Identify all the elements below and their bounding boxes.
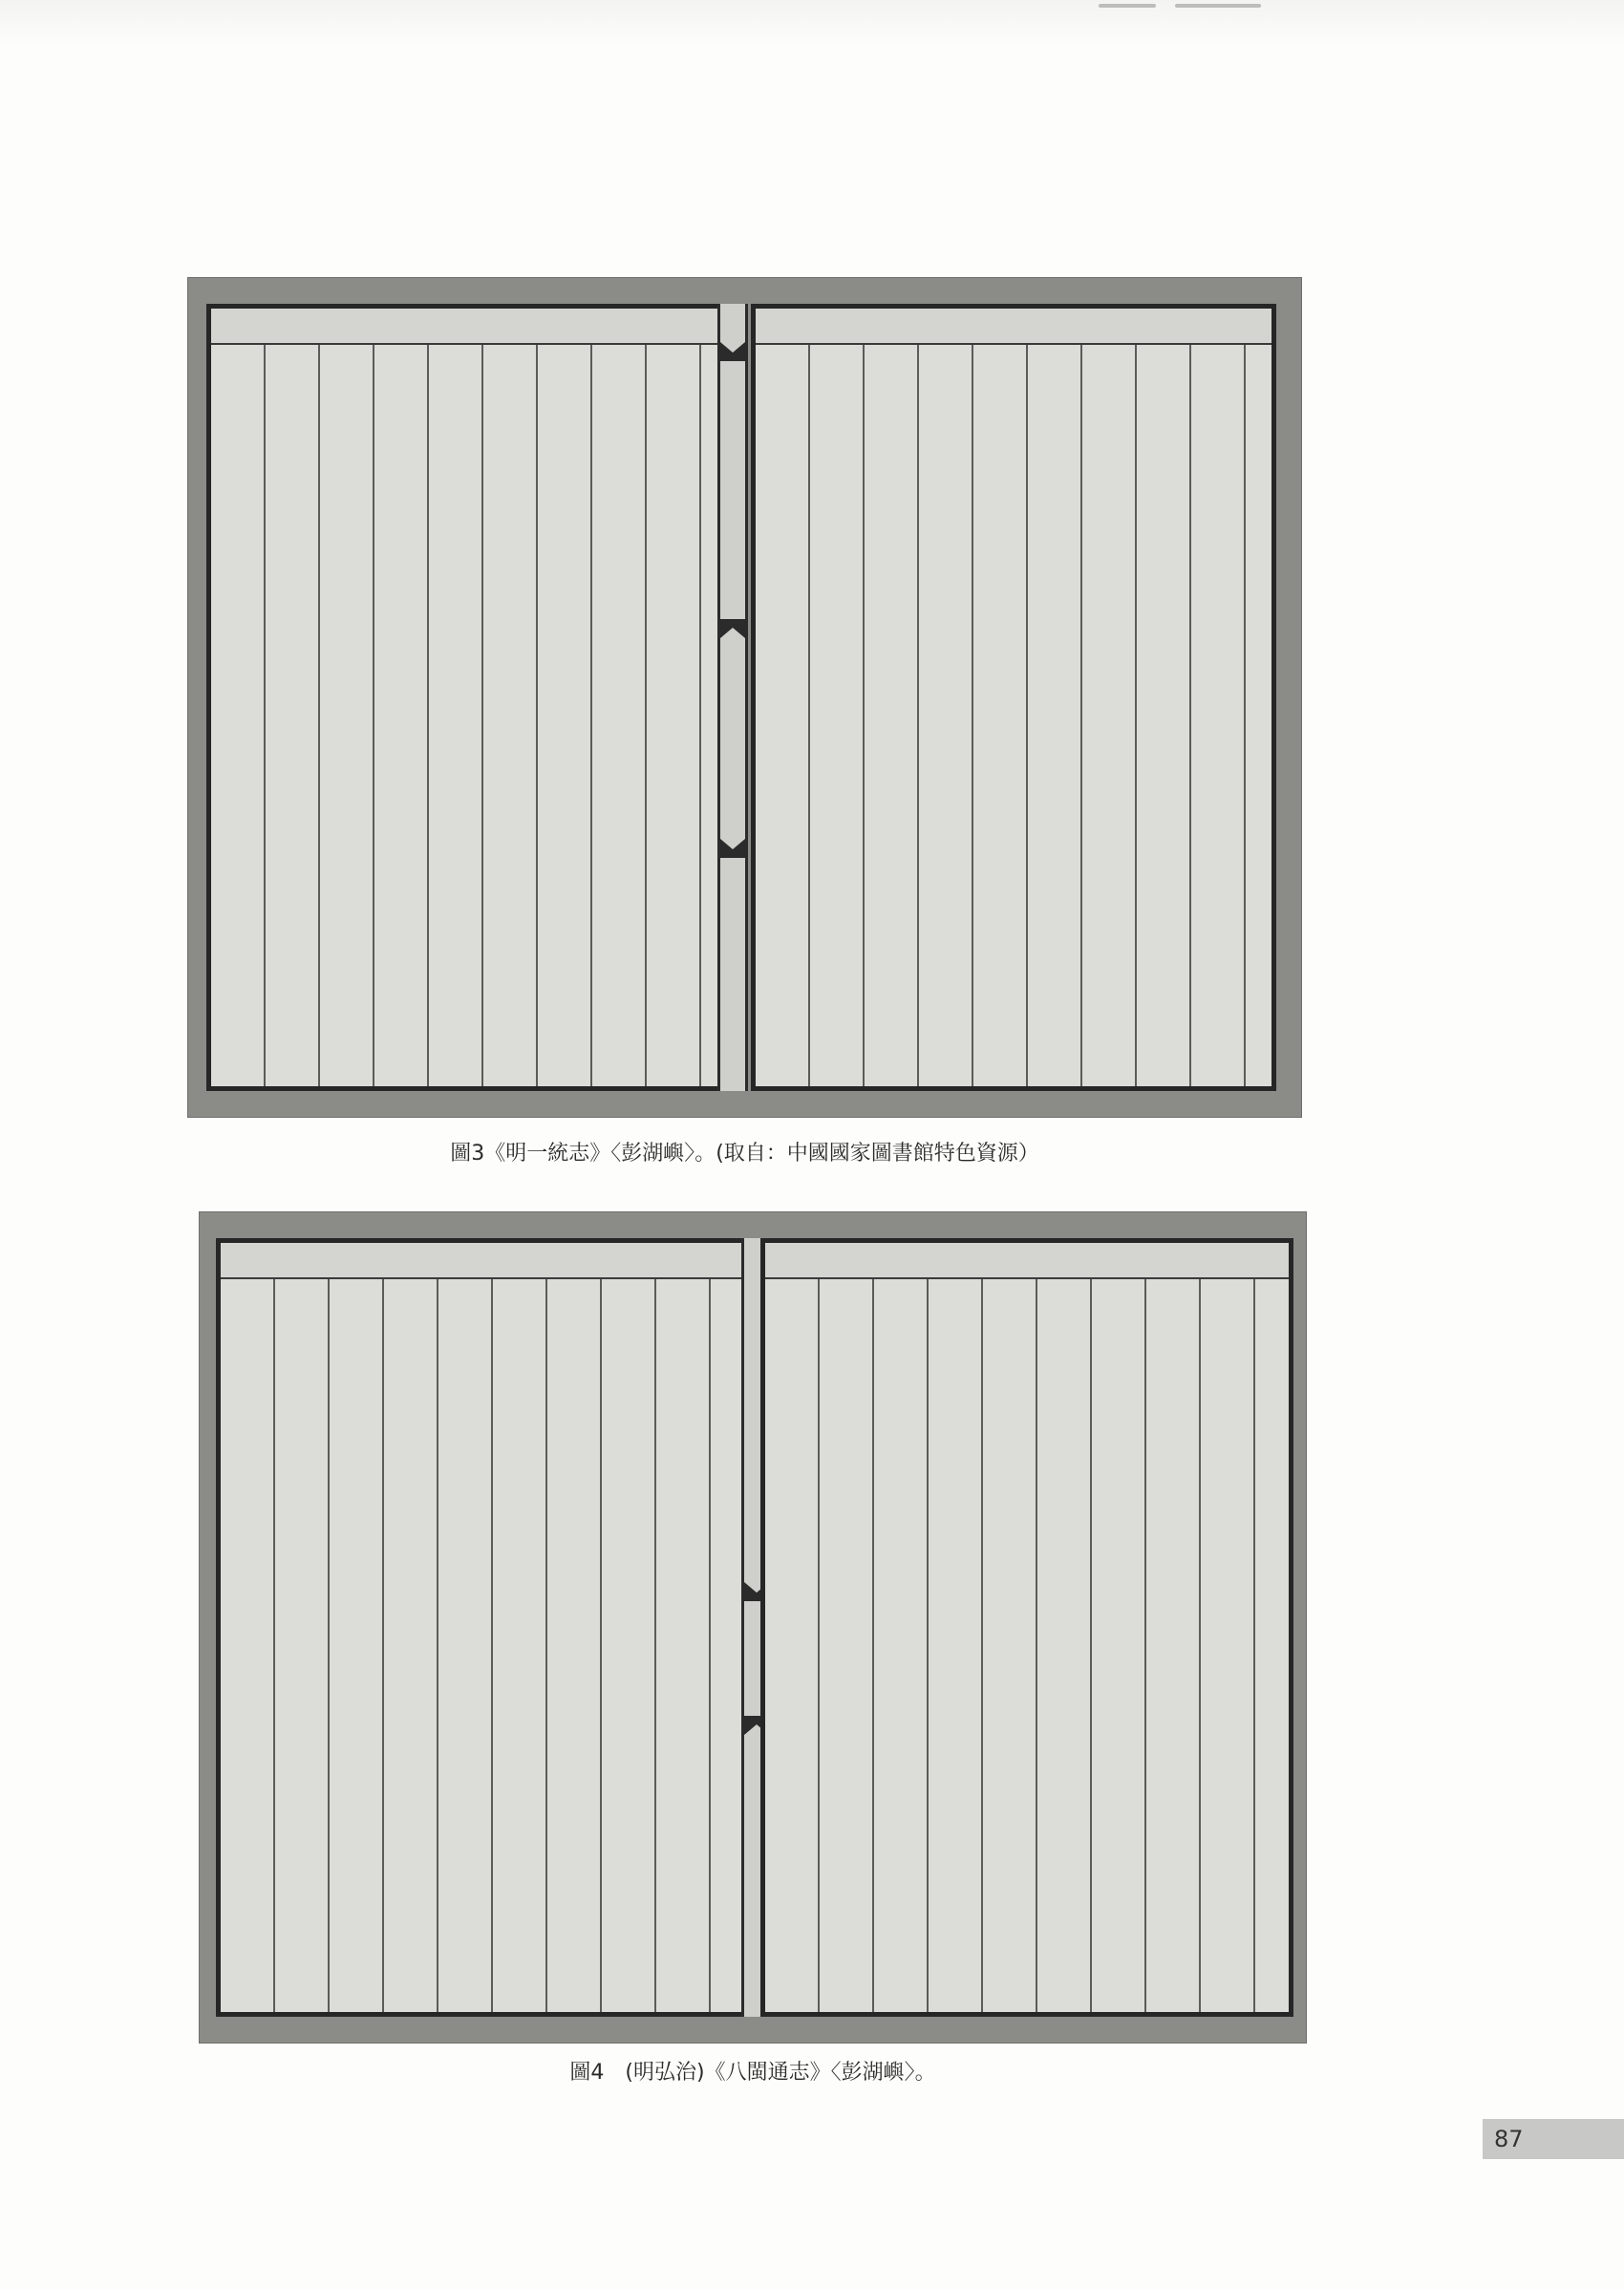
scan-mark (1099, 4, 1156, 8)
figure-3-caption: 圖3《明一統志》〈彭湖嶼〉。(取自：中國國家圖書館特色資源） (450, 1142, 1039, 1166)
book-spine (717, 304, 748, 1091)
figure-3-scan (187, 277, 1302, 1118)
book-page-right (751, 304, 1276, 1091)
figure-4-scan (199, 1211, 1307, 2044)
scan-mark (1175, 4, 1261, 8)
book-page-right (760, 1238, 1293, 2017)
figure-4-caption: 圖4 (明弘治)《八閩通志》〈彭湖嶼〉。 (569, 2061, 936, 2085)
page-number: 87 (1483, 2119, 1624, 2159)
book-page-left (216, 1238, 749, 2017)
book-page-left (206, 304, 722, 1091)
page-top-shadow (0, 0, 1624, 46)
